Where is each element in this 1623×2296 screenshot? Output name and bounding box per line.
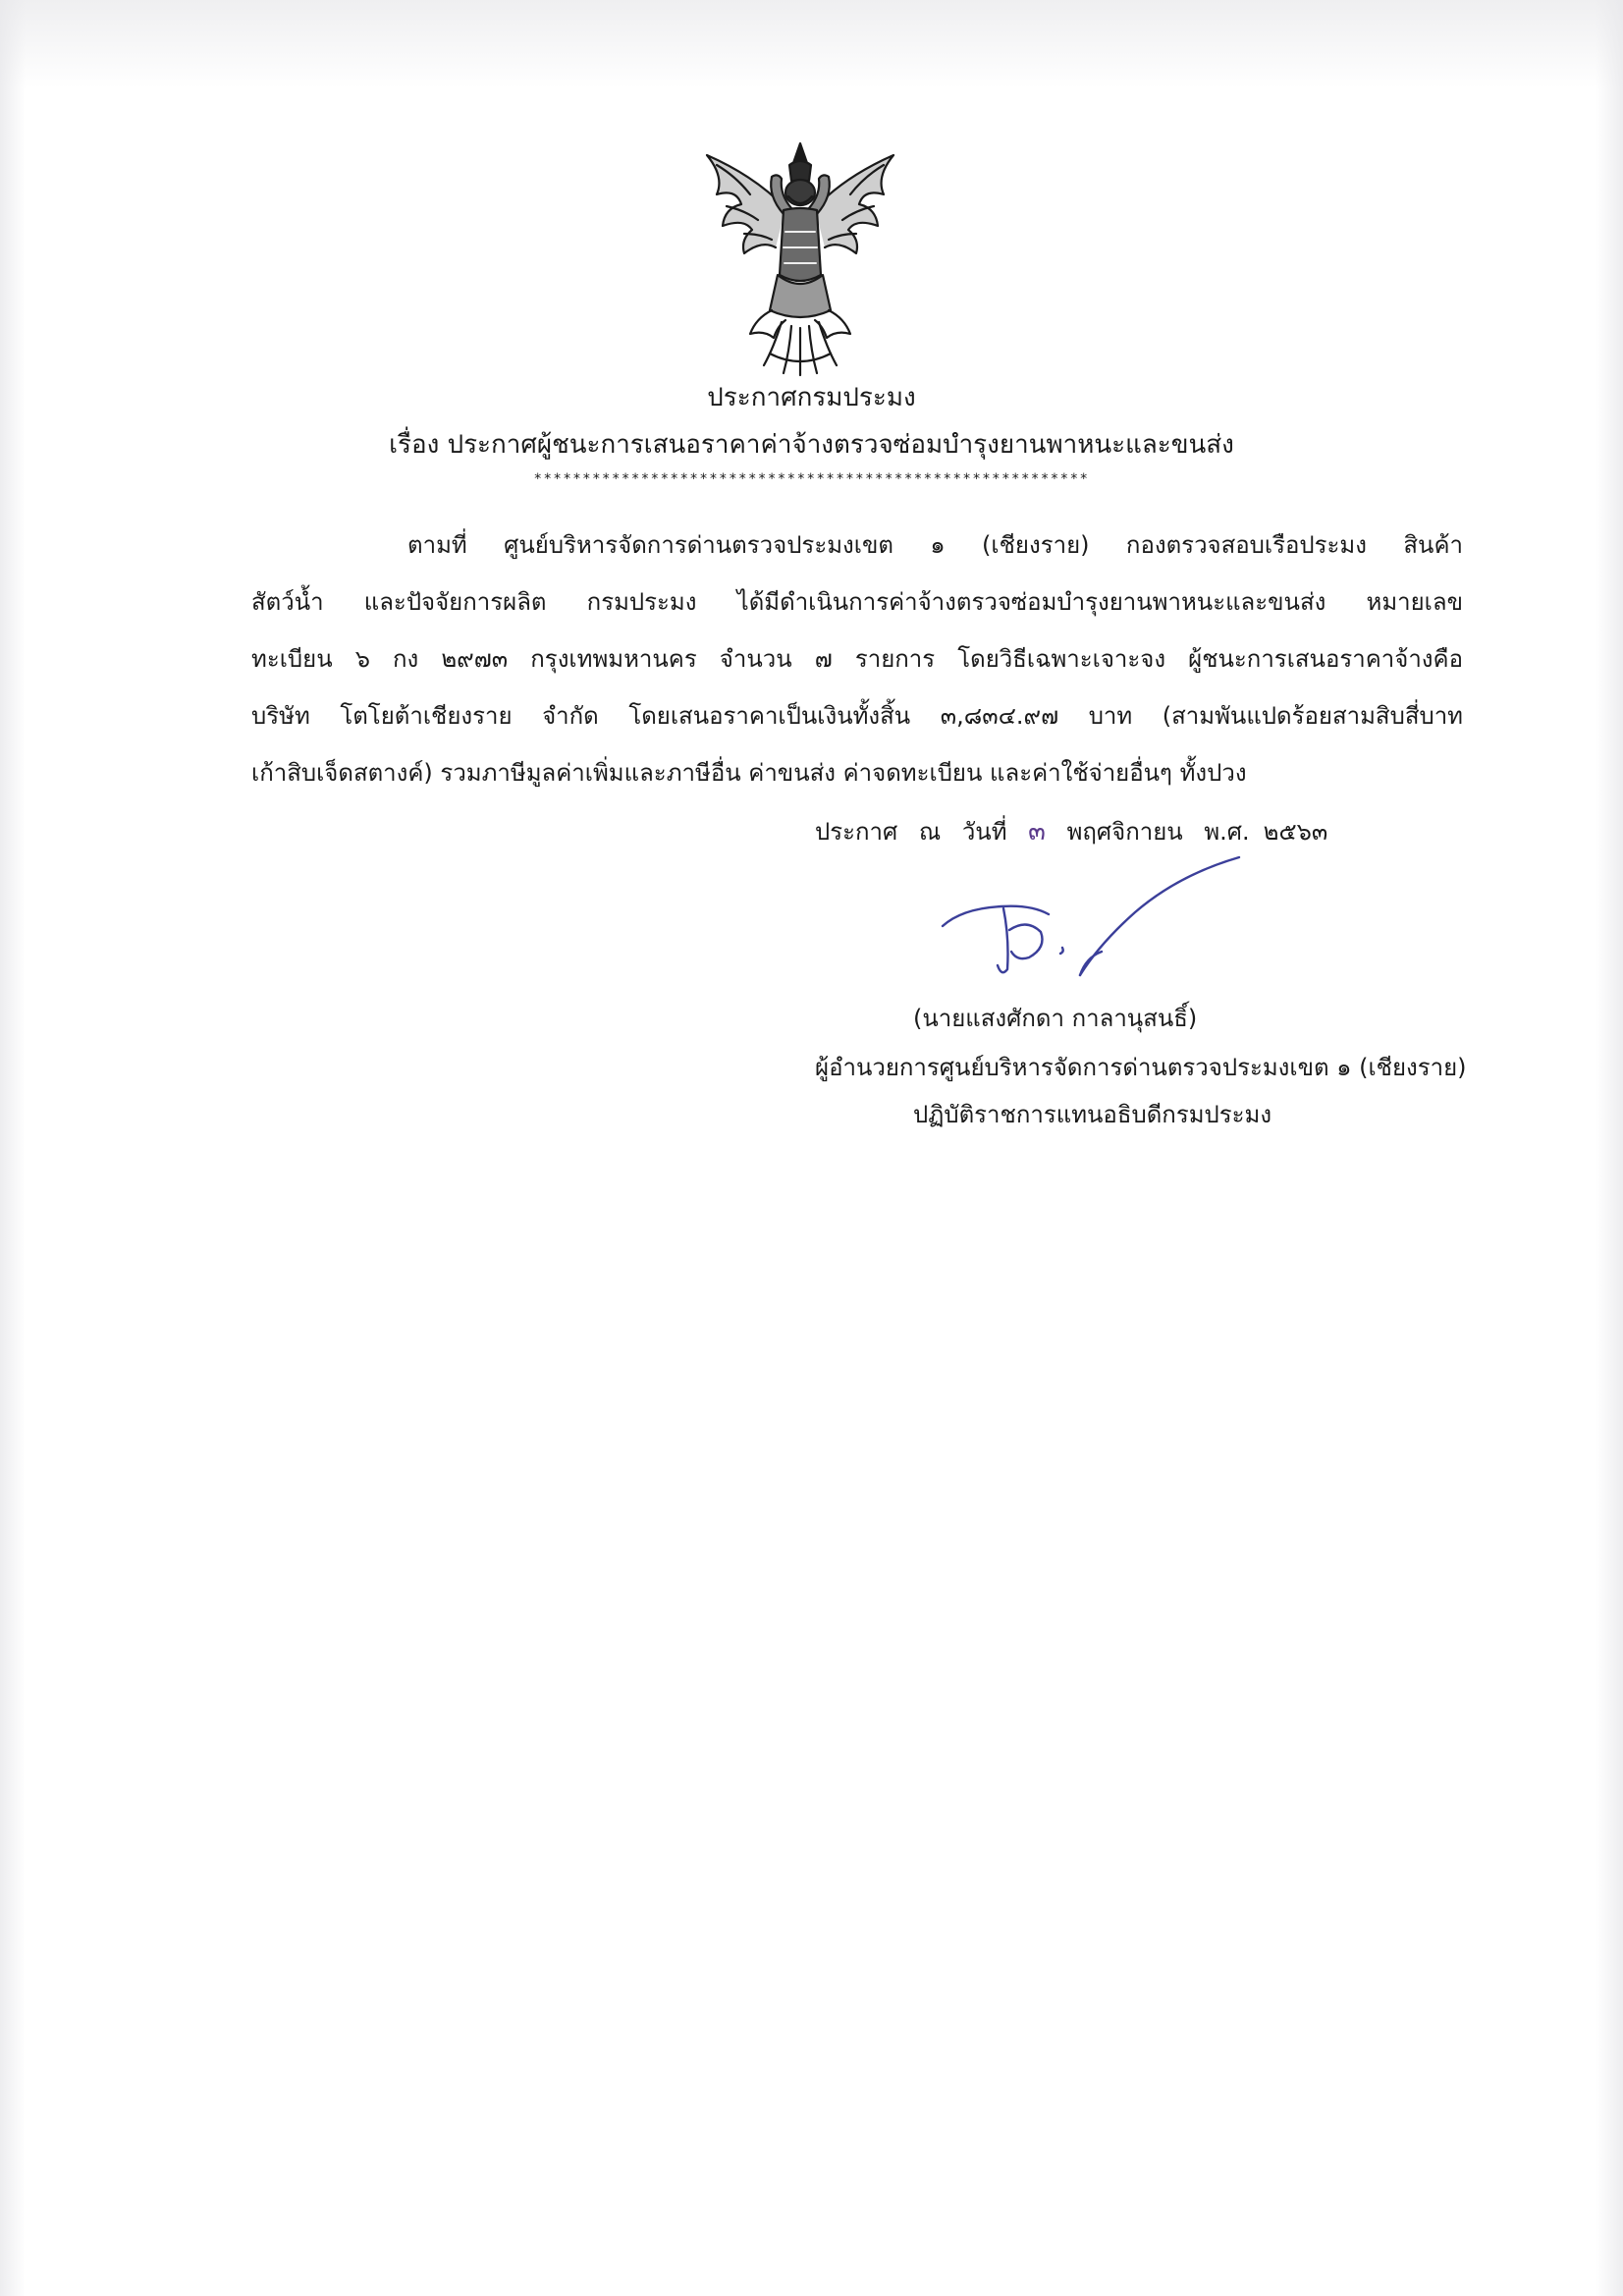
- date-year: ๒๕๖๓: [1263, 818, 1328, 846]
- announcement-subject: เรื่อง ประกาศผู้ชนะการเสนอราคาค่าจ้างตรวจซ่อมบำรุงยานพาหนะและขนส่ง: [389, 430, 1234, 460]
- date-month: พฤศจิกายน: [1066, 818, 1183, 846]
- separator-stars: *********************************************************: [533, 471, 1090, 487]
- date-day-handwritten: ๓: [1028, 817, 1046, 847]
- scan-shadow-left: [0, 0, 26, 2296]
- garuda-emblem-icon: [687, 137, 913, 378]
- scan-shadow-right: [1596, 0, 1623, 2296]
- body-paragraph-line: บริษัท โตโยต้าเชียงราย จำกัด โดยเสนอราคาเป็นเงินทั้งสิ้น ๓,๘๓๔.๙๗ บาท (สามพันแปดร้อยสามสิบสี่บาท: [251, 702, 1463, 730]
- date-day-label: วันที่: [961, 818, 1007, 846]
- announcement-title: ประกาศกรมประมง: [707, 383, 916, 412]
- body-paragraph-line: ทะเบียน ๖ กง ๒๙๗๓ กรุงเทพมหานคร จำนวน ๗ รายการ โดยวิธีเฉพาะเจาะจง ผู้ชนะการเสนอราคาจ้างคือ: [251, 645, 1463, 673]
- body-paragraph-line: เก้าสิบเจ็ดสตางค์) รวมภาษีมูลค่าเพิ่มและภาษีอื่น ค่าขนส่ง ค่าจดทะเบียน และค่าใช้จ่ายอื่นๆ ทั้งปวง: [251, 759, 1247, 787]
- announcement-date: [815, 815, 1341, 848]
- date-prefix: ประกาศ: [815, 818, 898, 846]
- signatory-position: ผู้อำนวยการศูนย์บริหารจัดการด่านตรวจประมงเขต ๑ (เชียงราย): [815, 1054, 1467, 1081]
- date-era: พ.ศ.: [1204, 818, 1250, 846]
- signatory-acting-for: ปฏิบัติราชการแทนอธิบดีกรมประมง: [913, 1101, 1272, 1128]
- body-paragraph-line: ตามที่ ศูนย์บริหารจัดการด่านตรวจประมงเขต ๑ (เชียงราย) กองตรวจสอบเรือประมง สินค้า: [407, 531, 1463, 559]
- handwritten-signature: [933, 849, 1257, 997]
- signatory-name: (นายแสงศักดา กาลานุสนธิ์): [913, 1005, 1198, 1032]
- date-at: ณ: [918, 818, 942, 846]
- scan-shadow-top: [0, 0, 1623, 88]
- body-paragraph-line: สัตว์น้ำ และปัจจัยการผลิต กรมประมง ได้มีดำเนินการค่าจ้างตรวจซ่อมบำรุงยานพาหนะและขนส่ง หมายเลข: [251, 588, 1463, 616]
